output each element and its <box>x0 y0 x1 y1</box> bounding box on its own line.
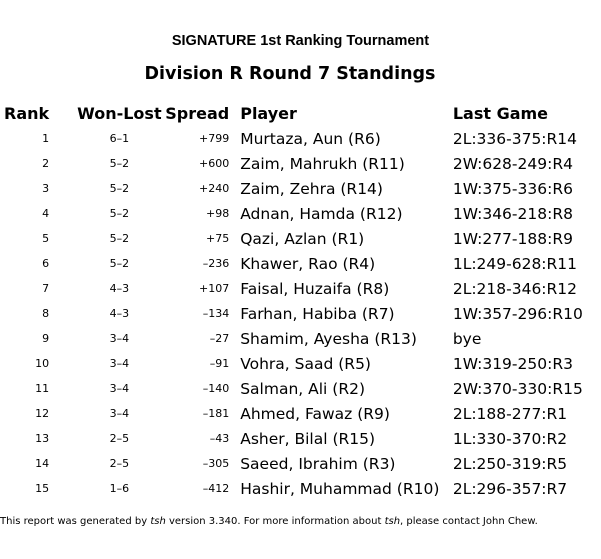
last-game-cell: 1L:330-370:R2 <box>452 429 568 448</box>
last-game-cell: 2W:628-249:R4 <box>452 154 573 173</box>
rank-header: Rank <box>4 104 50 123</box>
spread-cell: +240 <box>199 182 230 195</box>
player-cell: Asher, Bilal (R15) <box>240 429 376 448</box>
spread-cell: –305 <box>202 457 230 470</box>
player-cell: Ahmed, Fawaz (R9) <box>240 404 390 423</box>
table-row <box>0 226 601 251</box>
rank-cell: 5 <box>42 232 50 245</box>
player-cell: Qazi, Azlan (R1) <box>240 229 365 248</box>
table-row <box>0 201 601 226</box>
won-lost-cell: 6–1 <box>109 132 130 145</box>
player-cell: Khawer, Rao (R4) <box>240 254 376 273</box>
table-row <box>0 426 601 451</box>
table-row <box>0 476 601 501</box>
player-cell: Vohra, Saad (R5) <box>240 354 371 373</box>
spread-cell: –43 <box>209 432 230 445</box>
rank-cell: 13 <box>35 432 50 445</box>
won-lost-cell: 5–2 <box>109 257 130 270</box>
spread-cell: +799 <box>199 132 230 145</box>
won-lost-cell: 3–4 <box>109 382 130 395</box>
last-game-cell: 1L:249-628:R11 <box>452 254 578 273</box>
last-game-cell: 2L:218-346:R12 <box>452 279 578 298</box>
player-cell: Hashir, Muhammad (R10) <box>240 479 440 498</box>
last-game-cell: 2L:336-375:R14 <box>452 129 578 148</box>
footer-program-name-2: tsh <box>384 516 401 527</box>
rank-cell: 3 <box>42 182 50 195</box>
rank-cell: 10 <box>35 357 50 370</box>
player-cell: Salman, Ali (R2) <box>240 379 366 398</box>
rank-cell: 7 <box>42 282 50 295</box>
rank-cell: 4 <box>42 207 50 220</box>
report-footer <box>0 516 601 527</box>
rank-cell: 6 <box>42 257 50 270</box>
spread-cell: –134 <box>202 307 230 320</box>
rank-cell: 14 <box>35 457 50 470</box>
won-lost-cell: 2–5 <box>109 457 130 470</box>
rank-cell: 12 <box>35 407 50 420</box>
won-lost-cell: 5–2 <box>109 207 130 220</box>
won-lost-cell: 5–2 <box>109 157 130 170</box>
tournament-title: SIGNATURE 1st Ranking Tournament <box>171 33 430 49</box>
table-row <box>0 351 601 376</box>
last-game-header: Last Game <box>452 104 549 123</box>
last-game-cell: 2L:296-357:R7 <box>452 479 568 498</box>
won-lost-cell: 2–5 <box>109 432 130 445</box>
spread-header: Spread <box>165 104 230 123</box>
spread-cell: –140 <box>202 382 230 395</box>
table-row <box>0 176 601 201</box>
last-game-cell: 2L:188-277:R1 <box>452 404 568 423</box>
last-game-cell: 1W:277-188:R9 <box>452 229 573 248</box>
won-lost-cell: 5–2 <box>109 232 130 245</box>
table-row <box>0 276 601 301</box>
table-row <box>0 126 601 151</box>
footer-prefix: This report was generated by <box>0 516 151 527</box>
player-cell: Zaim, Zehra (R14) <box>240 179 383 198</box>
spread-cell: +98 <box>206 207 230 220</box>
rank-cell: 2 <box>42 157 50 170</box>
table-row <box>0 451 601 476</box>
last-game-cell: bye <box>452 329 482 348</box>
last-game-cell: 1W:319-250:R3 <box>452 354 573 373</box>
won-lost-cell: 4–3 <box>109 307 130 320</box>
table-row <box>0 401 601 426</box>
spread-cell: –91 <box>209 357 230 370</box>
footer-suffix: , please contact John Chew. <box>400 516 538 527</box>
header-row <box>0 101 601 126</box>
last-game-cell: 1W:375-336:R6 <box>452 179 573 198</box>
player-cell: Murtaza, Aun (R6) <box>240 129 381 148</box>
won-lost-cell: 3–4 <box>109 332 130 345</box>
rank-cell: 11 <box>35 382 50 395</box>
rank-cell: 9 <box>42 332 50 345</box>
rank-cell: 15 <box>35 482 50 495</box>
spread-cell: –236 <box>202 257 230 270</box>
won-lost-cell: 5–2 <box>109 182 130 195</box>
spread-cell: +600 <box>199 157 230 170</box>
player-cell: Saeed, Ibrahim (R3) <box>240 454 396 473</box>
spread-cell: +107 <box>199 282 230 295</box>
player-cell: Shamim, Ayesha (R13) <box>240 329 417 348</box>
table-row <box>0 251 601 276</box>
spread-cell: –27 <box>209 332 230 345</box>
player-cell: Adnan, Hamda (R12) <box>240 204 403 223</box>
last-game-cell: 1W:346-218:R8 <box>452 204 573 223</box>
spread-cell: –181 <box>202 407 230 420</box>
won-lost-header: Won-Lost <box>77 104 162 123</box>
spread-cell: –412 <box>202 482 230 495</box>
won-lost-cell: 3–4 <box>109 407 130 420</box>
table-row <box>0 376 601 401</box>
player-cell: Farhan, Habiba (R7) <box>240 304 395 323</box>
player-header: Player <box>240 104 297 123</box>
won-lost-cell: 4–3 <box>109 282 130 295</box>
rank-cell: 1 <box>42 132 50 145</box>
last-game-cell: 1W:357-296:R10 <box>452 304 583 323</box>
table-row <box>0 301 601 326</box>
player-cell: Faisal, Huzaifa (R8) <box>240 279 390 298</box>
player-cell: Zaim, Mahrukh (R11) <box>240 154 405 173</box>
last-game-cell: 2L:250-319:R5 <box>452 454 568 473</box>
table-row <box>0 151 601 176</box>
table-row <box>0 326 601 351</box>
standings-table <box>0 101 601 501</box>
won-lost-cell: 3–4 <box>109 357 130 370</box>
rank-cell: 8 <box>42 307 50 320</box>
page-title: Division R Round 7 Standings <box>144 64 436 84</box>
last-game-cell: 2W:370-330:R15 <box>452 379 583 398</box>
spread-cell: +75 <box>206 232 230 245</box>
footer-middle: version 3.340. For more information about <box>165 516 385 527</box>
won-lost-cell: 1–6 <box>109 482 130 495</box>
footer-program-name: tsh <box>150 516 166 527</box>
